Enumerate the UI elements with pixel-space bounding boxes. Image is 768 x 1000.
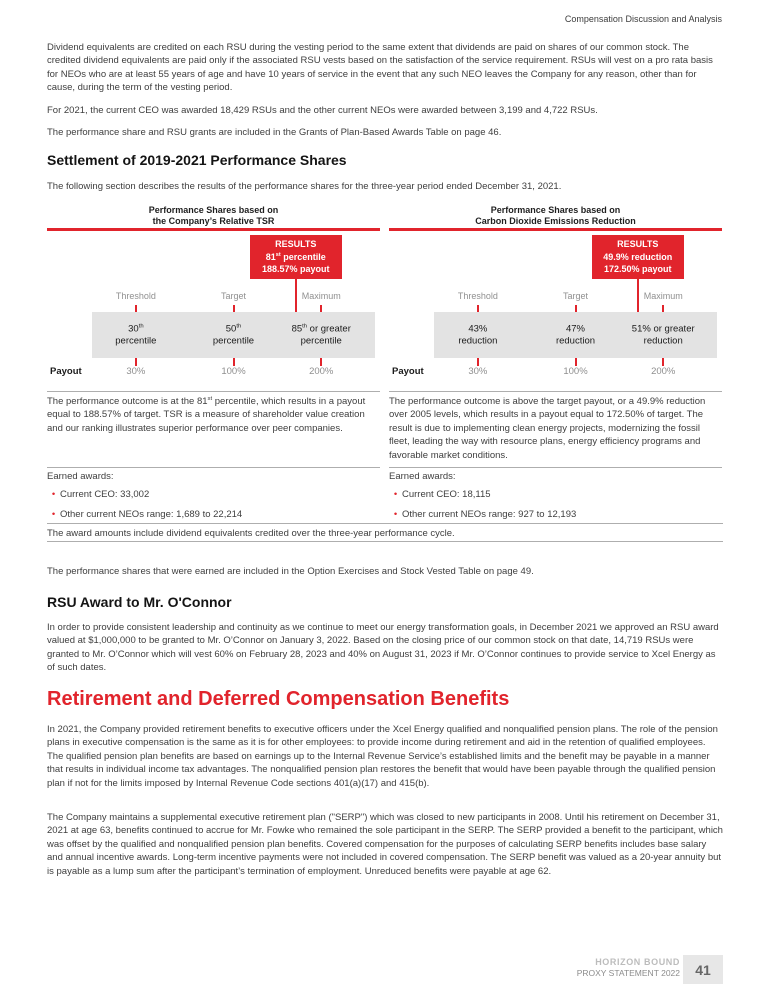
- divider: [389, 467, 722, 468]
- bar-cell-maximum: 85th or greater percentile: [291, 323, 351, 346]
- milestone-label-target: Target: [562, 291, 589, 301]
- payout-value-target: 100%: [221, 366, 246, 377]
- tick-mark: [135, 305, 137, 312]
- payout-value-maximum: 200%: [309, 366, 334, 377]
- results-value-main: 49.9% reduction: [603, 251, 673, 262]
- performance-bar: [92, 312, 375, 358]
- tick-mark: [662, 358, 664, 366]
- tick-mark: [477, 305, 479, 312]
- intro-paragraph-3: The performance share and RSU grants are included in the Grants of Plan-Based Awards Table on page 46.: [47, 127, 502, 138]
- outcome-co2: The performance outcome is above the target payout, or a 49.9% reduction over 2005 levels, which results in a payout equal to 172.50% of target. The result is due to implementing clean energy projects, modernizing the fossil fleet, leading the way with resource plans, energy efficiency programs and favorable market conditions.: [389, 396, 706, 461]
- intro-paragraph-1: Dividend equivalents are credited on each RSU during the vesting period to the same extent that dividends are paid on shares of our common stock. The credited dividend equivalents are paid only if the associated RSU vests based on the satisfaction of the service requirement. RSUs will vest on a pro rata basis for NEOs who are at least 55 years of age and have 10 years of service in the event that any such NEO leaves the Company for any reason, other than for cause, during the term of the vesting period.: [47, 42, 713, 94]
- outcome-tsr: The performance outcome is at the 81st percentile, which results in a payout equal to 188.57% of target. TSR is a measure of shareholder value creation and our ranking illustrates superior performance over peer companies.: [47, 395, 366, 434]
- running-header: Compensation Discussion and Analysis: [564, 14, 722, 24]
- retirement-paragraph-1: In 2021, the Company provided retirement benefits to executive officers under the Xcel Energy qualified and nonqualified pension plans. The role of the pension plans in executive compensation is the same as it is for other employees: to provide income during retirement and aid in the retention of qualified employees. The qualified pension plan benefits are based on earnings up to the Internal Revenue Service’s established limits and the benefit may be payable in a manner that results in individual income tax advantages. The nonqualified pension plan restores the benefit that would have been payable through the qualified pension plan if not for the limits imposed by Internal Revenue Code sections 401(a)(17) and 415(b).: [47, 724, 718, 789]
- divider: [389, 391, 722, 392]
- bar-cell-target: 50th percentile: [212, 323, 255, 346]
- bullet-icon: •: [51, 489, 56, 500]
- diagram-tsr-bar-area: [92, 205, 375, 380]
- rsu-heading: RSU Award to Mr. O'Connor: [47, 594, 232, 610]
- results-payout: 188.57% payout: [261, 264, 330, 274]
- tick-mark: [320, 305, 322, 312]
- bar-cell-threshold: 30th percentile: [115, 323, 157, 346]
- results-label: RESULTS: [617, 239, 659, 249]
- diagram-co2-title-line1: Performance Shares based on: [490, 205, 621, 215]
- results-value-sup: st: [275, 251, 281, 258]
- milestone-label-target: Target: [220, 291, 247, 301]
- earned-item: • Current CEO: 18,115: [389, 489, 722, 500]
- tick-mark: [320, 358, 322, 366]
- milestone-label-maximum: Maximum: [301, 291, 341, 301]
- retirement-paragraph-2: The Company maintains a supplemental executive retirement plan ("SERP") which was closed to new participants in 2008. Until his retirement on December 31, 2021 at age 63, benefits continued to accrue for Mr. Fowke who remained the sole participant in the SERP. The SERP provided a benefit to the participant, which was offset by the qualified and nonqualified pension plan benefits. Covered compensation for the purposes of calculating SERP benefits includes base salary and annual incentive awards. Long-term incentive payments were not included in covered compensation. The SERP benefit was valued as a 20-year annuity but is payable as a lump sum after the participant’s termination of employment. Unreduced benefits were payable at age 62.: [47, 812, 723, 877]
- diagram-co2: [389, 205, 722, 380]
- vested-note: The performance shares that were earned are included in the Option Exercises and Stock Vested Table on page 49.: [47, 566, 534, 577]
- payout-axis-label: Payout: [50, 366, 82, 377]
- divider: [47, 541, 723, 542]
- intro-paragraph-2: For 2021, the current CEO was awarded 18,429 RSUs and the other current NEOs were awarded between 3,199 and 4,722 RSUs.: [47, 105, 598, 116]
- settlement-intro: The following section describes the results of the performance shares for the three-year period ended December 31, 2021.: [47, 181, 562, 192]
- tick-mark: [135, 358, 137, 366]
- earned-item: • Other current NEOs range: 927 to 12,193: [389, 509, 722, 520]
- tick-mark: [575, 358, 577, 366]
- diagram-tsr: [47, 205, 380, 380]
- earned-awards-heading-co2: Earned awards:: [389, 471, 456, 482]
- results-value: [251, 251, 341, 264]
- retirement-heading: Retirement and Deferred Compensation Benefits: [47, 688, 510, 710]
- bullet-icon: •: [393, 489, 398, 500]
- payout-axis-label: Payout: [392, 366, 424, 377]
- tick-mark: [477, 358, 479, 366]
- results-callout: [592, 235, 684, 279]
- footer-brand: HORIZON BOUND: [595, 957, 680, 967]
- results-value: [593, 251, 683, 264]
- divider: [47, 523, 723, 524]
- diagram-co2-bar-area: [434, 205, 717, 380]
- milestone-label-threshold: Threshold: [457, 291, 498, 301]
- divider: [47, 391, 380, 392]
- results-label: RESULTS: [275, 239, 317, 249]
- bullet-icon: •: [51, 509, 56, 520]
- payout-value-target: 100%: [563, 366, 588, 377]
- milestone-label-threshold: Threshold: [115, 291, 156, 301]
- results-pointer-line: [295, 278, 297, 313]
- results-pointer-line: [637, 278, 639, 313]
- payout-value-threshold: 30%: [468, 366, 488, 377]
- tick-mark: [233, 305, 235, 312]
- earned-item: • Current CEO: 33,002: [47, 489, 380, 500]
- page-number: 41: [683, 955, 723, 984]
- diagram-co2-title-line2: Carbon Dioxide Emissions Reduction: [475, 216, 636, 226]
- bar-cell-maximum: 51% or greater reduction: [631, 323, 695, 346]
- divider: [47, 467, 380, 468]
- payout-value-threshold: 30%: [126, 366, 146, 377]
- bullet-icon: •: [393, 509, 398, 520]
- results-value-rest: percentile: [280, 251, 326, 262]
- tick-mark: [662, 305, 664, 312]
- tick-mark: [233, 358, 235, 366]
- results-value-main: 81: [265, 251, 276, 262]
- results-payout: 172.50% payout: [603, 264, 672, 274]
- settlement-heading: Settlement of 2019-2021 Performance Shares: [47, 152, 347, 168]
- rsu-paragraph: In order to provide consistent leadership and continuity as we continue to meet our energy transformation goals, in December 2021 we approved an RSU award valued at $1,000,000 to be granted to Mr. O’Connor on January 3, 2022. Based on the closing price of our common stock on that date, 14,719 RSUs were granted to Mr. O’Connor which will vest 60% on February 28, 2023 and 40% on August 31, 2023 if Mr. O’Connor continues to provide service to Xcel Energy as of such dates.: [47, 622, 719, 674]
- award-note: The award amounts include dividend equivalents credited over the three-year performance cycle.: [47, 528, 455, 539]
- bar-cell-target: 47% reduction: [555, 323, 596, 346]
- footer-subtitle: PROXY STATEMENT 2022: [576, 968, 680, 978]
- diagram-tsr-title-line1: Performance Shares based on: [148, 205, 279, 215]
- earned-awards-heading-tsr: Earned awards:: [47, 471, 114, 482]
- results-callout: [250, 235, 342, 279]
- earned-item: • Other current NEOs range: 1,689 to 22,214: [47, 509, 380, 520]
- tick-mark: [575, 305, 577, 312]
- bar-cell-threshold: 43% reduction: [458, 323, 498, 346]
- milestone-label-maximum: Maximum: [643, 291, 683, 301]
- performance-bar: [434, 312, 717, 358]
- payout-value-maximum: 200%: [651, 366, 676, 377]
- diagram-tsr-title-line2: the Company’s Relative TSR: [152, 216, 275, 226]
